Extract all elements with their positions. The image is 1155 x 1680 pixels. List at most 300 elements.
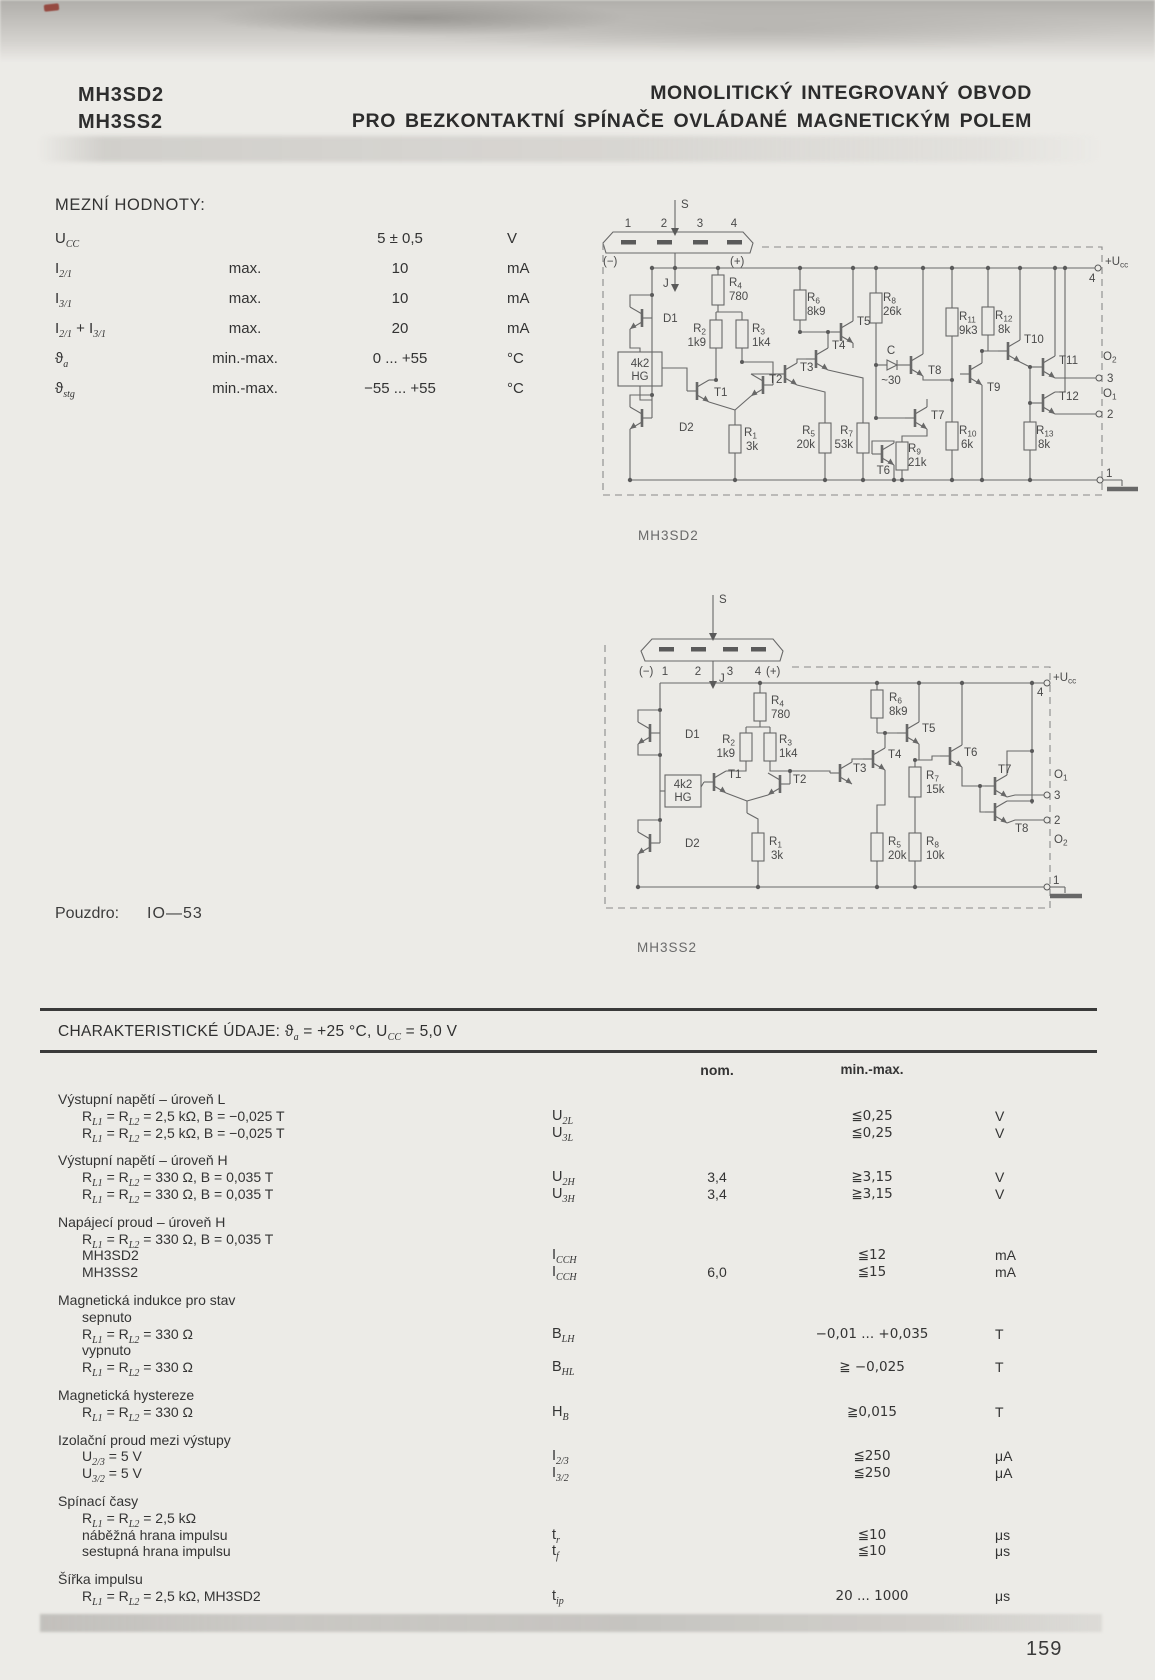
row-symbol xyxy=(552,1309,672,1326)
schematic-label: 20k xyxy=(888,850,907,862)
row-symbol: $I_{CCH}$ xyxy=(552,1264,577,1284)
row-unit: μA xyxy=(995,1448,1013,1465)
schematic-label: T3 xyxy=(800,362,814,374)
table-row xyxy=(58,1359,1042,1379)
schematic-label: $R_{13}$ xyxy=(1036,425,1054,439)
row-label: $R_{L1} = R_{L2} = 2,5$ kΩ xyxy=(82,1509,197,1530)
row-unit: T xyxy=(995,1359,1004,1376)
row-symbol: $U_{3H}$ xyxy=(552,1185,575,1205)
table-row xyxy=(58,1527,1042,1544)
scan-artifact-bottom xyxy=(40,1614,1102,1632)
table-row xyxy=(58,1432,1042,1449)
row-label: $R_{L1} = R_{L2} = 330$ Ω, B = 0,035 T xyxy=(82,1230,274,1251)
schematic-label: 4k2 xyxy=(630,358,650,370)
scan-artifact-band xyxy=(38,136,1100,162)
table-row xyxy=(58,1587,1042,1608)
table-row xyxy=(58,1448,1042,1469)
schematic-label: 1 xyxy=(1053,875,1060,887)
schematic-label: 4 xyxy=(754,666,762,678)
row-symbol: $I_{3/2}$ xyxy=(552,1465,569,1485)
schematic-label: T8 xyxy=(928,365,942,377)
row-label: sestupná hrana impulsu xyxy=(82,1543,231,1560)
schematic-label: $+U_{cc}$ xyxy=(1053,672,1077,686)
schematic-label: ~30 xyxy=(881,375,901,387)
schematic-label: $O_1$ xyxy=(1103,388,1117,402)
schematic-label: 53k xyxy=(834,439,853,451)
schematic-label: 4 xyxy=(1037,687,1044,699)
row-label: $R_{L1} = R_{L2} = 330$ Ω xyxy=(82,1325,193,1346)
row-minmax xyxy=(762,1342,982,1359)
part-number-2: MH3SS2 xyxy=(78,111,163,133)
schematic-label: 4 xyxy=(730,218,738,230)
schematic-label: D2 xyxy=(679,422,694,434)
row-nom xyxy=(672,1465,762,1489)
schematic-label: 3k xyxy=(771,850,784,862)
schematic-label: $O_2$ xyxy=(1103,351,1117,365)
limit-unit: °C xyxy=(507,350,524,367)
row-nom xyxy=(672,1432,762,1449)
row-nom: 6,0 xyxy=(707,1264,727,1281)
row-nom xyxy=(672,1091,762,1108)
schematic-label: 3 xyxy=(696,218,704,230)
limit-value: 0 ... +55 xyxy=(372,350,428,367)
schematic-label: J xyxy=(663,278,669,290)
col-header-minmax: min.-max. xyxy=(840,1062,904,1077)
row-minmax: ≦15 xyxy=(857,1264,887,1281)
table-row xyxy=(58,1247,1042,1267)
row-minmax: ≦10 xyxy=(857,1526,887,1543)
title-line-2: PRO BEZKONTAKTNÍ SPÍNAČE OVLÁDANÉ MAGNETICKÝM POLEM xyxy=(351,110,1032,132)
row-symbol xyxy=(552,1432,672,1449)
schematic-label: $R_5$ xyxy=(888,836,901,850)
row-nom xyxy=(672,1588,762,1612)
package-line xyxy=(55,905,203,923)
schematic-label: 9k3 xyxy=(959,325,978,337)
row-label: MH3SD2 xyxy=(82,1247,139,1264)
row-unit: T xyxy=(995,1403,1004,1420)
schematic-label: T3 xyxy=(853,763,867,775)
schematic-label: 8k xyxy=(1038,439,1051,451)
package-label: Pouzdro: xyxy=(55,905,120,922)
row-minmax: ≦250 xyxy=(853,1465,891,1482)
table-row xyxy=(58,1169,1042,1189)
row-nom xyxy=(672,1404,762,1428)
schematic-label: $R_8$ xyxy=(926,836,939,850)
row-nom xyxy=(672,1292,762,1309)
schematic-label: 15k xyxy=(926,784,945,796)
limit-value: 10 xyxy=(391,260,409,277)
schematic-label: (+) xyxy=(730,256,745,268)
schematic-label: 20k xyxy=(796,439,815,451)
table-row xyxy=(58,1571,1042,1588)
schematic-label: 2 xyxy=(1107,409,1114,421)
row-symbol xyxy=(552,1342,672,1359)
table-row xyxy=(58,1509,1042,1530)
schematic-label: 1 xyxy=(624,218,632,230)
table-row xyxy=(58,1403,1042,1424)
col-header-nom: nom. xyxy=(700,1062,734,1078)
row-nom xyxy=(672,1152,762,1169)
table-row xyxy=(58,1325,1042,1346)
row-label: $U_{2/3} = 5$ V xyxy=(82,1448,142,1469)
schematic-caption-1: MH3SD2 xyxy=(638,528,699,543)
row-unit xyxy=(982,1432,1042,1449)
row-label: náběžná hrana impulsu xyxy=(82,1526,228,1543)
schematic-label: $R_8$ xyxy=(883,292,896,306)
schematic-label: 26k xyxy=(883,306,902,318)
limit-unit: mA xyxy=(507,320,530,337)
schematic-label: 780 xyxy=(729,291,749,303)
schematic-label: 2 xyxy=(1054,815,1061,827)
row-symbol: $I_{2/3}$ xyxy=(552,1448,569,1468)
row-label: $U_{3/2} = 5$ V xyxy=(82,1465,142,1485)
table-row xyxy=(58,1264,1042,1284)
schematic-label: D1 xyxy=(663,313,678,325)
limit-condition: max. xyxy=(228,290,262,307)
row-nom xyxy=(672,1387,762,1404)
row-unit: μs xyxy=(995,1587,1011,1604)
schematic-label: T6 xyxy=(964,747,978,759)
schematic-label: 10k xyxy=(926,850,945,862)
row-nom xyxy=(672,1309,762,1326)
row-symbol: $U_{2L}$ xyxy=(552,1107,574,1127)
limit-condition: min.-max. xyxy=(212,380,278,397)
row-minmax xyxy=(762,1432,982,1449)
row-unit xyxy=(982,1214,1042,1231)
table-row xyxy=(58,1292,1042,1309)
table-row xyxy=(58,1091,1042,1108)
table-row xyxy=(55,314,635,344)
limit-unit: V xyxy=(507,230,518,247)
row-nom xyxy=(672,1214,762,1231)
table-row xyxy=(58,1387,1042,1404)
schematic-label: HG xyxy=(631,371,649,383)
row-nom: 3,4 xyxy=(707,1169,727,1186)
schematic-label: $R_3$ xyxy=(779,734,792,748)
row-unit: T xyxy=(995,1325,1004,1342)
row-symbol xyxy=(552,1152,672,1169)
schematic-label: $R_4$ xyxy=(729,277,742,291)
row-unit: V xyxy=(995,1107,1005,1124)
table-row xyxy=(58,1493,1042,1510)
schematic-caption-2: MH3SS2 xyxy=(637,940,698,955)
table-row xyxy=(55,254,635,284)
package-value: IO—53 xyxy=(147,905,203,922)
row-minmax xyxy=(762,1493,982,1510)
row-minmax: ≧3,15 xyxy=(851,1169,893,1186)
table-row xyxy=(55,374,635,404)
schematic-label: $O_1$ xyxy=(1054,769,1068,783)
table-row xyxy=(58,1230,1042,1251)
schematic-label: $R_1$ xyxy=(769,836,782,850)
char-rows xyxy=(58,1080,1042,1608)
schematic-label: $R_3$ xyxy=(752,323,765,337)
limit-value: −55 ... +55 xyxy=(364,380,436,397)
schematic-label: 1k9 xyxy=(687,337,706,349)
char-table-colheaders xyxy=(58,1062,1042,1079)
row-unit: μs xyxy=(995,1543,1011,1560)
table-row xyxy=(58,1214,1042,1231)
page-title xyxy=(272,82,1032,133)
row-symbol xyxy=(552,1214,672,1231)
table-row xyxy=(58,1185,1042,1206)
limit-symbol: $U_{CC}$ xyxy=(55,230,80,250)
schematic-label: $R_7$ xyxy=(840,425,853,439)
row-minmax: ≧0,015 xyxy=(847,1403,897,1420)
row-minmax xyxy=(762,1091,982,1108)
schematic-label: (−) xyxy=(639,666,654,678)
schematic-label: 1k4 xyxy=(779,748,798,760)
schematic-label: T2 xyxy=(793,774,807,786)
schematic-label: T2 xyxy=(769,374,783,386)
schematic-label: $R_9$ xyxy=(908,443,921,457)
limit-symbol: $ϑ_a$ xyxy=(55,350,69,370)
row-minmax: ≦12 xyxy=(857,1247,887,1264)
schematic-label: T6 xyxy=(876,465,890,477)
row-minmax: ≧ −0,025 xyxy=(839,1359,905,1376)
schematic-label: C xyxy=(886,345,896,357)
row-unit: V xyxy=(995,1124,1005,1141)
limit-symbol: $I_{2/1}$ xyxy=(55,260,72,280)
schematic-label: T9 xyxy=(987,382,1001,394)
row-unit: V xyxy=(995,1185,1005,1202)
schematic-label: (−) xyxy=(603,256,618,268)
table-row xyxy=(58,1152,1042,1169)
limit-value: 10 xyxy=(391,290,409,307)
table-row xyxy=(58,1124,1042,1145)
row-nom xyxy=(672,1359,762,1383)
row-label: $R_{L1} = R_{L2} = 2,5$ kΩ, B = −0,025 T xyxy=(82,1107,285,1128)
row-label: MH3SS2 xyxy=(82,1264,139,1281)
row-symbol: $t_f$ xyxy=(552,1543,559,1563)
limit-symbol: $ϑ_{stg}$ xyxy=(55,380,75,400)
limit-condition: max. xyxy=(228,260,262,277)
table-rule-top xyxy=(40,1008,1097,1011)
row-unit: mA xyxy=(995,1264,1016,1281)
schematic-label: S xyxy=(719,594,727,606)
schematic-label: $O_2$ xyxy=(1054,834,1068,848)
row-nom xyxy=(672,1543,762,1566)
limits-heading: MEZNÍ HODNOTY: xyxy=(55,196,206,214)
page-number: 159 xyxy=(1026,1638,1063,1660)
schematic-label: 2 xyxy=(660,218,668,230)
schematic-label: HG xyxy=(674,792,692,804)
schematic-label: 8k9 xyxy=(889,706,908,718)
schematic-label: S xyxy=(681,199,689,211)
row-label: $R_{L1} = R_{L2} = 330$ Ω xyxy=(82,1359,193,1379)
schematic-label: 8k9 xyxy=(807,306,826,318)
row-minmax: −0,01 ... +0,035 xyxy=(815,1325,929,1342)
schematic-mh3sd2 xyxy=(595,190,1145,502)
schematic-label: $R_2$ xyxy=(693,323,706,337)
scan-artifact-top xyxy=(0,0,1155,62)
schematic-label: 8k xyxy=(998,324,1011,336)
row-unit xyxy=(982,1342,1042,1359)
schematic-label: D2 xyxy=(685,838,700,850)
table-row xyxy=(55,284,635,314)
schematic-label: T4 xyxy=(832,340,846,352)
schematic-label: 1 xyxy=(661,666,669,678)
row-minmax: ≦0,25 xyxy=(851,1107,893,1124)
schematic-label: 1k4 xyxy=(752,337,771,349)
row-unit xyxy=(982,1309,1042,1326)
row-minmax: ≦10 xyxy=(857,1543,887,1560)
limit-symbol: $I_{2/1} + I_{3/1}$ xyxy=(55,320,106,340)
row-minmax xyxy=(762,1152,982,1169)
schematic-label: $R_{12}$ xyxy=(995,310,1013,324)
row-minmax xyxy=(762,1387,982,1404)
row-symbol xyxy=(552,1493,672,1510)
schematic-label: 1k9 xyxy=(716,748,735,760)
row-label: $R_{L1} = R_{L2} = 2,5$ kΩ, B = −0,025 T xyxy=(82,1124,285,1145)
row-label: Izolační proud mezi výstupy xyxy=(58,1431,231,1448)
row-minmax: ≦0,25 xyxy=(851,1124,893,1141)
schematic-mh3ss2 xyxy=(595,575,1145,920)
row-symbol xyxy=(552,1292,672,1309)
row-unit: V xyxy=(995,1169,1005,1186)
row-minmax xyxy=(762,1309,982,1326)
row-label: vypnuto xyxy=(82,1342,132,1359)
schematic-label: T1 xyxy=(714,387,728,399)
schematic-label: T10 xyxy=(1024,334,1044,346)
row-symbol: $B_{HL}$ xyxy=(552,1359,575,1379)
row-symbol: $B_{LH}$ xyxy=(552,1325,575,1345)
row-label: $R_{L1} = R_{L2} = 330$ Ω, B = 0,035 T xyxy=(82,1169,274,1189)
table-row xyxy=(58,1465,1042,1485)
row-label: $R_{L1} = R_{L2} = 330$ Ω xyxy=(82,1403,193,1424)
table-row xyxy=(58,1107,1042,1128)
schematic-label: J xyxy=(719,673,725,685)
limit-condition: max. xyxy=(228,320,262,337)
row-symbol xyxy=(552,1571,672,1588)
row-unit xyxy=(982,1292,1042,1309)
table-row xyxy=(58,1309,1042,1326)
limit-unit: mA xyxy=(507,260,530,277)
char-table-heading: CHARAKTERISTICKÉ ÚDAJE: $ϑ_a = +25$ °C, $U_{CC} = 5,0$ V xyxy=(58,1023,458,1044)
limit-condition: min.-max. xyxy=(212,350,278,367)
schematic-label: T4 xyxy=(888,749,902,761)
row-unit: μs xyxy=(995,1526,1011,1543)
schematic-label: T1 xyxy=(728,769,742,781)
schematic-label: $R_2$ xyxy=(722,734,735,748)
schematic-label: 2 xyxy=(694,666,702,678)
table-rule-mid xyxy=(40,1050,1097,1053)
schematic-label: T12 xyxy=(1059,391,1079,403)
part-number-1: MH3SD2 xyxy=(78,84,164,106)
schematic-label: $R_{11}$ xyxy=(959,311,976,325)
limit-unit: °C xyxy=(507,380,524,397)
row-unit xyxy=(982,1387,1042,1404)
schematic-label: 4k2 xyxy=(673,779,693,791)
row-minmax xyxy=(762,1214,982,1231)
row-symbol xyxy=(552,1091,672,1108)
row-label: Magnetická hystereze xyxy=(58,1386,195,1403)
limit-symbol: $I_{3/1}$ xyxy=(55,290,72,310)
schematic-label: T7 xyxy=(931,410,945,422)
schematic-label: $R_4$ xyxy=(771,695,784,709)
row-unit xyxy=(982,1152,1042,1169)
row-label: $R_{L1} = R_{L2} = 2,5$ kΩ, MH3SD2 xyxy=(82,1587,261,1608)
row-unit: mA xyxy=(995,1247,1016,1264)
row-minmax: 20 ... 1000 xyxy=(835,1587,909,1604)
schematic-label: 780 xyxy=(771,709,791,721)
row-symbol: $t_{ip}$ xyxy=(552,1587,564,1607)
row-label: Výstupní napětí – úroveň H xyxy=(58,1152,228,1169)
row-unit xyxy=(982,1571,1042,1588)
row-nom xyxy=(672,1125,762,1149)
row-nom xyxy=(672,1493,762,1510)
schematic-label: 1 xyxy=(1106,468,1113,480)
schematic-label: $R_7$ xyxy=(926,770,939,784)
row-minmax xyxy=(762,1571,982,1588)
row-symbol: $I_{CCH}$ xyxy=(552,1247,577,1267)
schematic-label: $R_5$ xyxy=(802,425,815,439)
row-nom xyxy=(672,1342,762,1359)
row-symbol xyxy=(552,1387,672,1404)
table-row xyxy=(58,1342,1042,1359)
row-label: sepnuto xyxy=(82,1308,132,1325)
row-symbol: $U_{2H}$ xyxy=(552,1169,575,1189)
schematic-label: T5 xyxy=(857,316,871,328)
schematic-label: (+) xyxy=(766,666,781,678)
row-symbol: $H_B$ xyxy=(552,1403,569,1423)
row-label: Výstupní napětí – úroveň L xyxy=(58,1091,226,1107)
row-symbol: $t_r$ xyxy=(552,1526,560,1546)
schematic-label: $R_6$ xyxy=(889,692,902,706)
schematic-label: 6k xyxy=(961,439,974,451)
row-unit xyxy=(982,1493,1042,1510)
schematic-label: T11 xyxy=(1059,355,1078,367)
schematic-label: $R_6$ xyxy=(807,292,820,306)
row-minmax: ≦250 xyxy=(853,1448,891,1465)
row-minmax xyxy=(762,1292,982,1309)
row-symbol: $U_{3L}$ xyxy=(552,1124,574,1144)
row-label: Šířka impulsu xyxy=(58,1571,143,1588)
schematic-label: 3k xyxy=(746,441,759,453)
schematic-label: 21k xyxy=(908,457,927,469)
table-row xyxy=(55,224,635,254)
schematic-label: $R_1$ xyxy=(744,427,757,441)
schematic-label: T7 xyxy=(998,764,1012,776)
row-unit xyxy=(982,1091,1042,1108)
schematic-label: $R_{10}$ xyxy=(959,425,977,439)
table-row xyxy=(58,1543,1042,1563)
table-row xyxy=(55,344,635,374)
schematic-label: T5 xyxy=(922,723,936,735)
limit-unit: mA xyxy=(507,290,530,307)
schematic-label: 4 xyxy=(1089,273,1096,285)
schematic-label: 3 xyxy=(1107,373,1114,385)
schematic-label: $+U_{cc}$ xyxy=(1105,256,1129,270)
row-minmax: ≧3,15 xyxy=(851,1185,893,1202)
row-nom xyxy=(672,1571,762,1588)
schematic-label: 3 xyxy=(726,666,734,678)
row-label: Magnetická indukce pro stav xyxy=(58,1291,236,1308)
row-nom: 3,4 xyxy=(707,1185,727,1202)
limit-value: 20 xyxy=(391,320,409,337)
schematic-label: 3 xyxy=(1054,790,1061,802)
limit-value: 5 ± 0,5 xyxy=(377,230,423,247)
row-label: $R_{L1} = R_{L2} = 330$ Ω, B = 0,035 T xyxy=(82,1185,274,1206)
limits-rows xyxy=(55,224,635,404)
title-line-1: MONOLITICKÝ INTEGROVANÝ OBVOD xyxy=(650,82,1032,104)
limits-table xyxy=(55,224,635,404)
row-label: Spínací časy xyxy=(58,1492,139,1509)
row-label: Napájecí proud – úroveň H xyxy=(58,1213,226,1230)
row-unit: μA xyxy=(995,1465,1013,1482)
schematic-label: T8 xyxy=(1015,823,1029,835)
schematic-label: D1 xyxy=(685,729,700,741)
